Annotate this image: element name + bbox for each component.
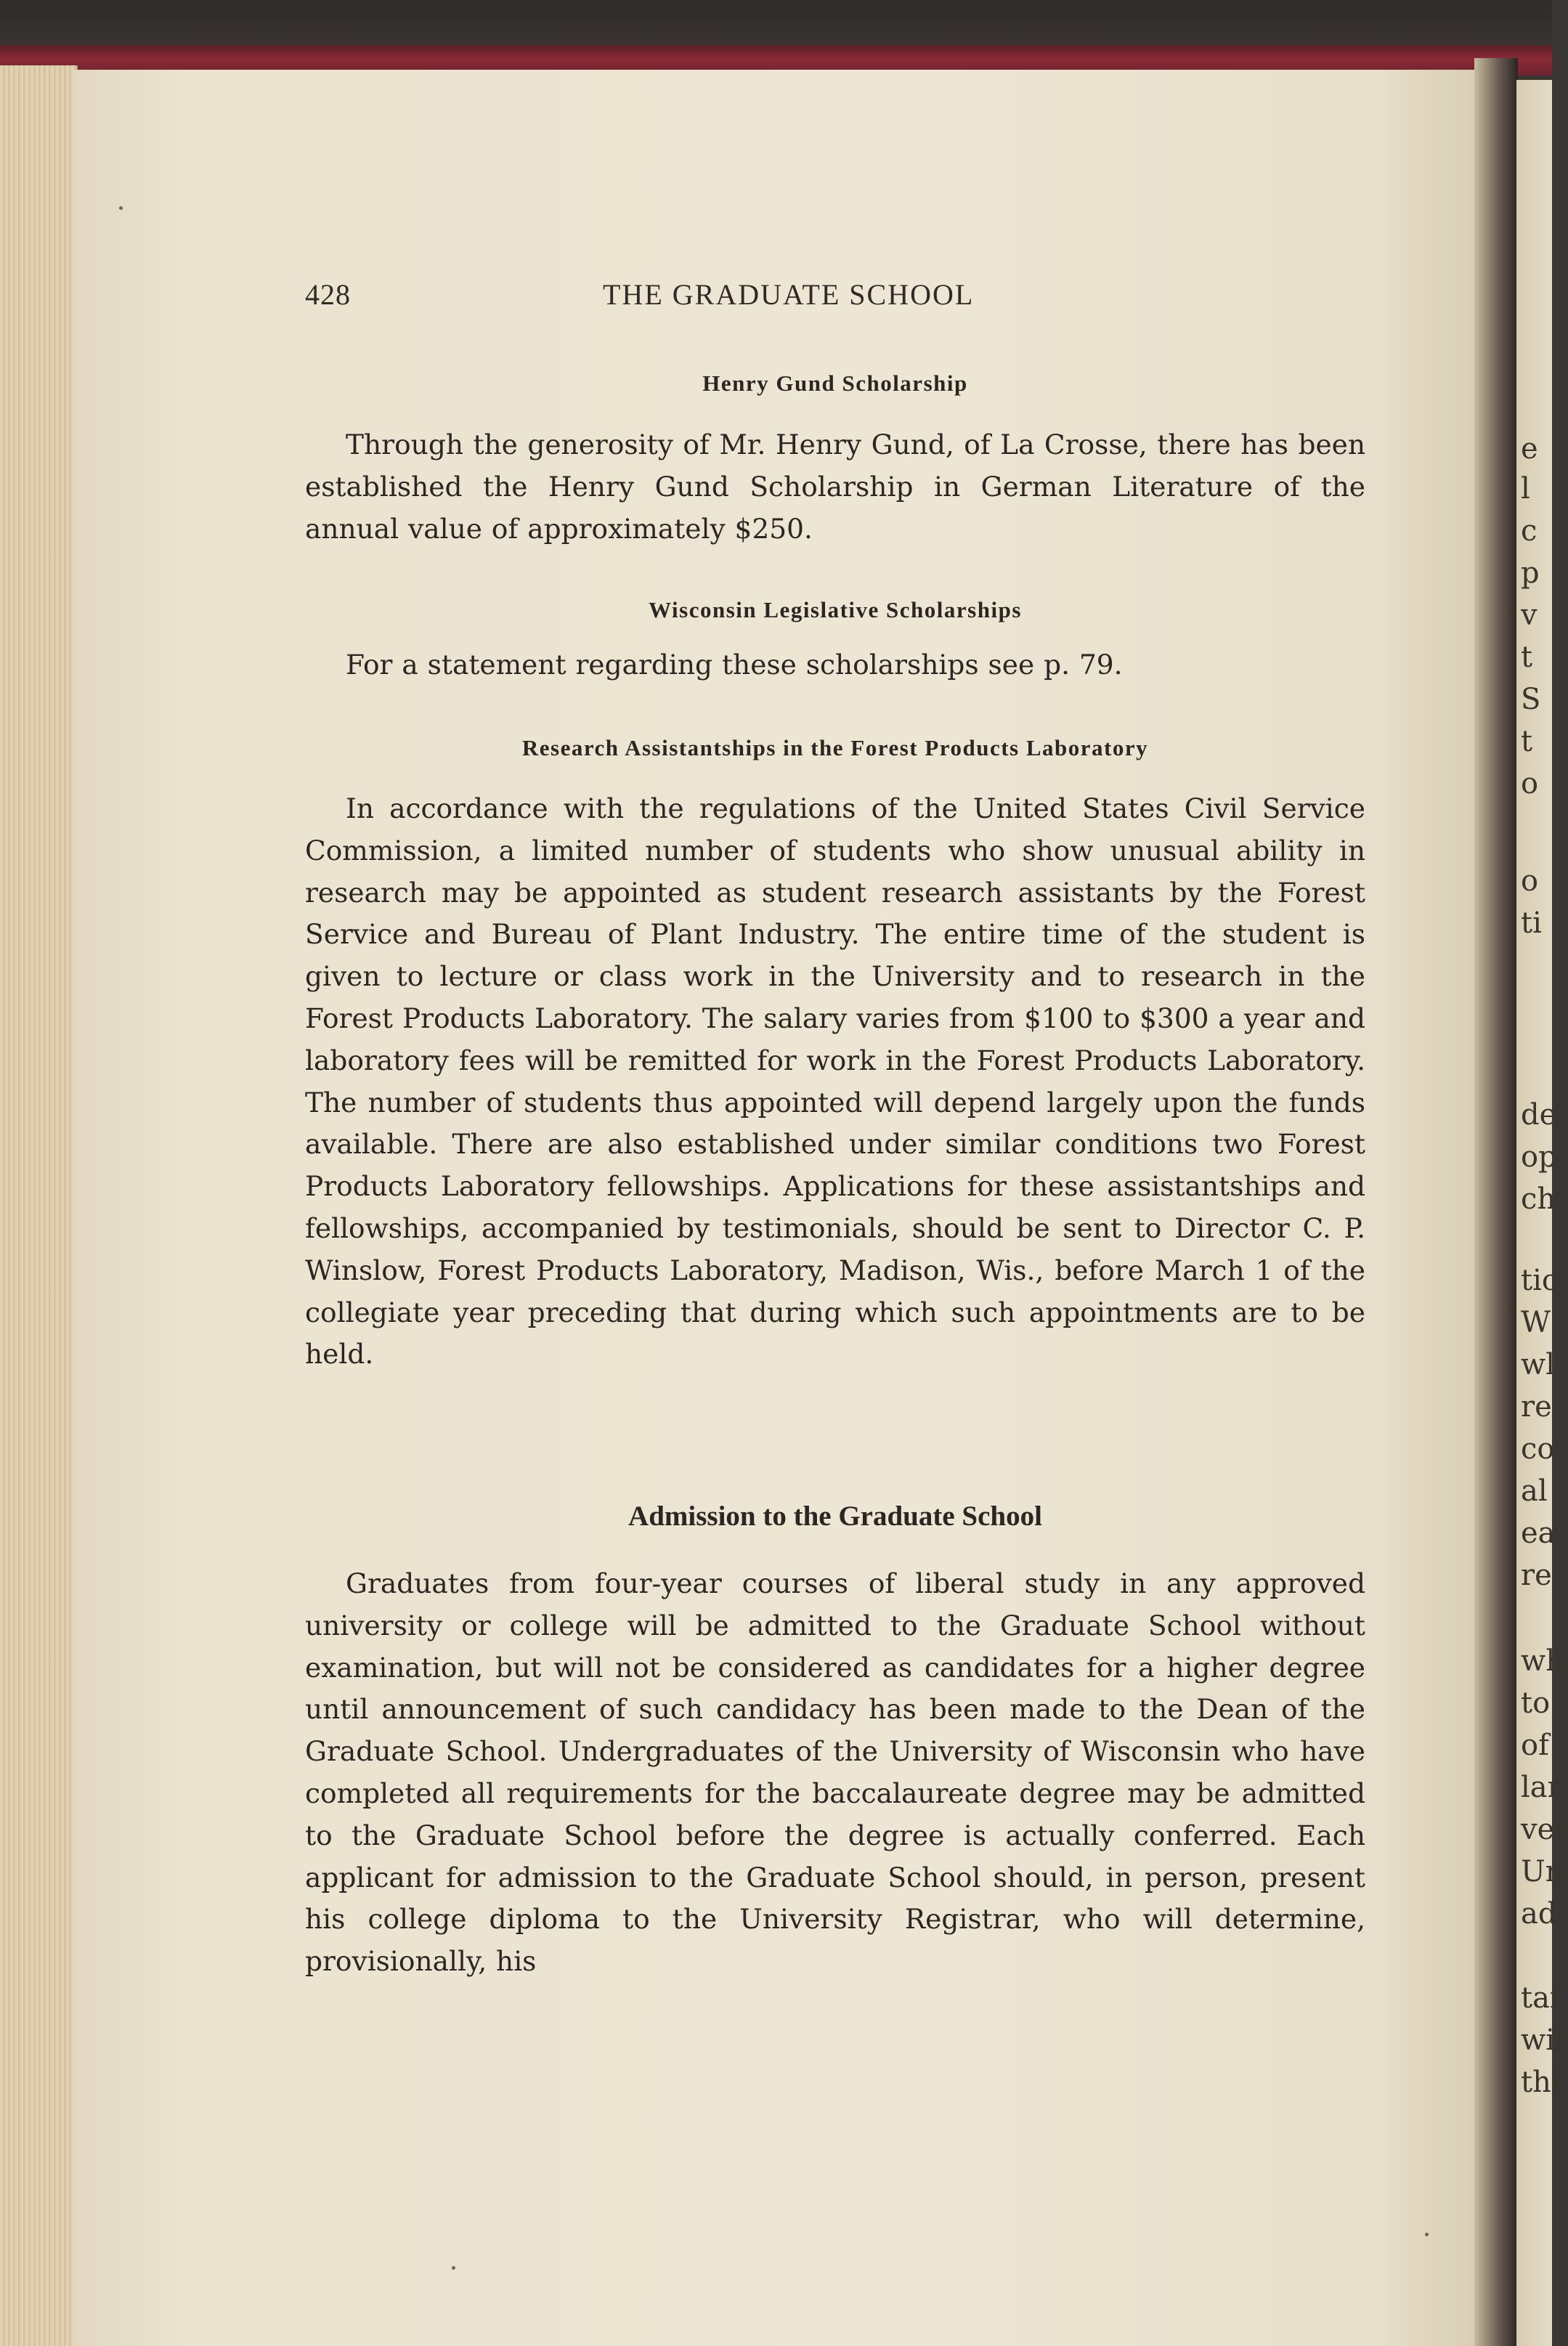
running-title: THE GRADUATE SCHOOL — [603, 278, 975, 311]
adjacent-page-fragment: c — [1521, 514, 1537, 548]
adjacent-page-fragment: l — [1521, 472, 1530, 506]
section-heading-gund — [305, 370, 1365, 397]
paragraph: Through the generosity of Mr. Henry Gund, of La Crosse, there has been established the Henry Gund Scholarship in German Literature of the annual value of approximately $250. — [305, 429, 1365, 545]
section-body-gund — [305, 424, 1365, 550]
paragraph: For a statement regarding these scholarships see p. 79. — [346, 649, 1123, 681]
adjacent-page-fragment: Un — [1521, 1855, 1564, 1888]
section-heading-research — [305, 735, 1365, 761]
section-heading-admission — [305, 1500, 1365, 1533]
section-body-legislative — [305, 644, 1365, 686]
adjacent-page-fragment: p — [1521, 556, 1540, 590]
adjacent-page-fragment: of — [1521, 1729, 1549, 1762]
adjacent-page-fragment: op — [1521, 1140, 1557, 1174]
adjacent-page-fragment: wil — [1521, 2024, 1564, 2057]
adjacent-page-fragment: ti — [1521, 906, 1542, 940]
section-heading: Admission to the Graduate School — [628, 1501, 1042, 1532]
section-body-admission — [305, 1563, 1365, 1983]
adjacent-page-fragment: W — [1521, 1306, 1551, 1339]
adjacent-page-fragment: o — [1521, 864, 1539, 898]
adjacent-page-fragment: wh — [1521, 1644, 1564, 1678]
adjacent-page-fragment: co — [1521, 1432, 1555, 1466]
adjacent-page-fragment: S — [1521, 683, 1541, 716]
adjacent-page-fragment: e — [1521, 432, 1538, 466]
adjacent-page-fragment: ea — [1521, 1517, 1556, 1550]
adjacent-page-fragment: al — [1521, 1474, 1548, 1508]
scan-background — [0, 0, 1552, 51]
paragraph: Graduates from four-year courses of liberal study in any approved university or college will be admitted to the Graduate School without examination, but will not be considered as candidates for a higher degree until announcement of such candidacy has been made to the Dean of the Graduate School. Undergraduates of the University of Wisconsin who have completed all requirements for the baccalaureate degree may be admitted to the Graduate School before the degree is actually conferred. Each applicant for admission to the Graduate School should, in person, present his college diploma to the University Registrar, who will determine, provisionally, his — [305, 1567, 1365, 1978]
running-head — [305, 277, 1075, 321]
section-heading: Wisconsin Legislative Scholarships — [649, 597, 1022, 622]
adjacent-page-fragment: t — [1521, 725, 1533, 758]
adjacent-page-fragment: ver — [1521, 1813, 1568, 1846]
adjacent-page-fragment: re — [1521, 1559, 1552, 1592]
paper-speck — [1425, 2233, 1429, 2236]
adjacent-page-fragment: ch — [1521, 1182, 1556, 1216]
section-heading: Research Assistantships in the Forest Products Laboratory — [521, 735, 1149, 760]
adjacent-page-fragment: de — [1521, 1098, 1557, 1132]
paper-speck — [119, 206, 123, 210]
adjacent-page-fragment: ad — [1521, 1897, 1557, 1931]
adjacent-page-fragment: v — [1521, 598, 1537, 632]
adjacent-page-fragment: tai — [1521, 1981, 1559, 2015]
adjacent-page-fragment: re — [1521, 1390, 1552, 1424]
adjacent-page-fragment: lar — [1521, 1771, 1561, 1804]
page-gutter-shadow — [1474, 58, 1518, 2346]
adjacent-page-fragment: thi — [1521, 2066, 1561, 2099]
section-heading: Henry Gund Scholarship — [702, 370, 968, 396]
page-stack-edge — [0, 65, 78, 2346]
adjacent-page-fragment: o — [1521, 767, 1539, 800]
adjacent-page-fragment: to — [1521, 1687, 1551, 1720]
adjacent-page-fragment: t — [1521, 641, 1533, 674]
page-number: 428 — [305, 278, 351, 311]
adjacent-page-fragment: wl — [1521, 1348, 1556, 1381]
adjacent-page — [1516, 80, 1568, 2346]
section-body-research — [305, 788, 1365, 1376]
paragraph: In accordance with the regulations of the United States Civil Service Commission, a limited number of students who show unusual ability in research may be appointed as student research assistants by the Forest Service and Bureau of Plant Industry. The entire time of the student is given to lecture or class work in the University and to research in the Forest Products Laboratory. The salary varies from $100 to $300 a year and laboratory fees will be remitted for work in the Forest Products Laboratory. The number of students thus appointed will depend largely upon the funds available. There are also established under similar conditions two Forest Products Laboratory fellowships. Applications for these assistantships and fellowships, accompanied by testimonials, should be sent to Director C. P. Winslow, Forest Products Laboratory, Madison, Wis., before March 1 of the collegiate year preceding that during which such appointments are to be held. — [305, 792, 1365, 1371]
section-heading-legislative — [305, 597, 1365, 623]
paper-speck — [452, 2266, 455, 2270]
adjacent-page-fragment: tic — [1521, 1264, 1559, 1297]
